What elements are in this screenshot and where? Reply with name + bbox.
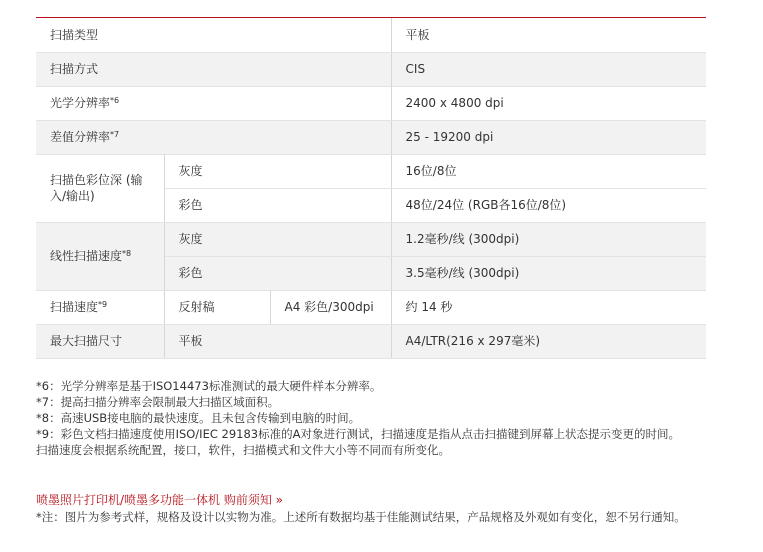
table-row (36, 154, 706, 188)
footnote-ref: *8 (122, 249, 132, 258)
spec-value: 2400 x 4800 dpi (391, 86, 706, 120)
spec-label: 扫描类型 (36, 18, 391, 52)
table-row (36, 290, 706, 324)
spec-label: 扫描色彩位深 (输入/输出) (36, 154, 164, 222)
footnote: *7：提高扫描分辨率会限制最大扫描区域面积。 (36, 395, 280, 409)
table-row (36, 120, 706, 154)
spec-value: CIS (391, 52, 706, 86)
table-row (36, 52, 706, 86)
scanner-spec-table (36, 18, 706, 359)
footnote-ref: *9 (98, 300, 108, 309)
purchase-notice-link[interactable]: 喷墨照片打印机/喷墨多功能一体机 购前须知 » (36, 493, 284, 507)
spec-label: 扫描速度 (50, 300, 99, 314)
footnote-ref: *7 (110, 130, 120, 139)
spec-value: 1.2毫秒/线 (300dpi) (391, 222, 706, 256)
spec-value: 约 14 秒 (391, 290, 706, 324)
spec-label: 光学分辨率 (50, 96, 111, 110)
spec-value: A4/LTR(216 x 297毫米) (391, 324, 706, 358)
spec-label-cell (36, 290, 164, 324)
spec-sub-label: 彩色 (164, 188, 391, 222)
footnote: 扫描速度会根据系统配置，接口，软件，扫描模式和文件大小等不同而有所变化。 (36, 443, 450, 457)
spec-value: 平板 (391, 18, 706, 52)
disclaimer-text: *注：图片为参考式样，规格及设计以实物为准。上述所有数据均基于佳能测试结果，产品规格及外观如有变化，恕不另行通知。 (36, 510, 686, 524)
footnote-ref: *6 (110, 96, 120, 105)
table-row (36, 222, 706, 256)
spec-value: 3.5毫秒/线 (300dpi) (391, 256, 706, 290)
spec-sub-label: 灰度 (164, 154, 391, 188)
spec-sub-label: 平板 (164, 324, 391, 358)
spec-value: 25 - 19200 dpi (391, 120, 706, 154)
table-row (36, 86, 706, 120)
spec-sub-label: 彩色 (164, 256, 391, 290)
spec-sub-label: 反射稿 (164, 290, 270, 324)
footnote: *8：高速USB接电脑的最快速度。且未包含传输到电脑的时间。 (36, 411, 361, 425)
table-row (36, 18, 706, 52)
spec-value: 48位/24位 (RGB各16位/8位) (391, 188, 706, 222)
spec-label: 线性扫描速度 (50, 249, 123, 263)
spec-value: 16位/8位 (391, 154, 706, 188)
spec-label: 最大扫描尺寸 (36, 324, 164, 358)
footnotes (36, 378, 736, 458)
footnote: *9：彩色文档扫描速度使用ISO/IEC 29183标准的A对象进行测试，扫描速度是指从点击扫描键到屏幕上状态提示变更的时间。 (36, 427, 680, 441)
table-row (36, 324, 706, 358)
spec-label-cell (36, 120, 391, 154)
spec-label-cell (36, 222, 164, 290)
spec-label: 差值分辨率 (50, 130, 111, 144)
spec-sub-label-2: A4 彩色/300dpi (270, 290, 391, 324)
spec-sub-label: 灰度 (164, 222, 391, 256)
footnote: *6：光学分辨率是基于ISO14473标准测试的最大硬件样本分辨率。 (36, 379, 382, 393)
spec-label: 扫描方式 (36, 52, 391, 86)
spec-label-cell (36, 86, 391, 120)
